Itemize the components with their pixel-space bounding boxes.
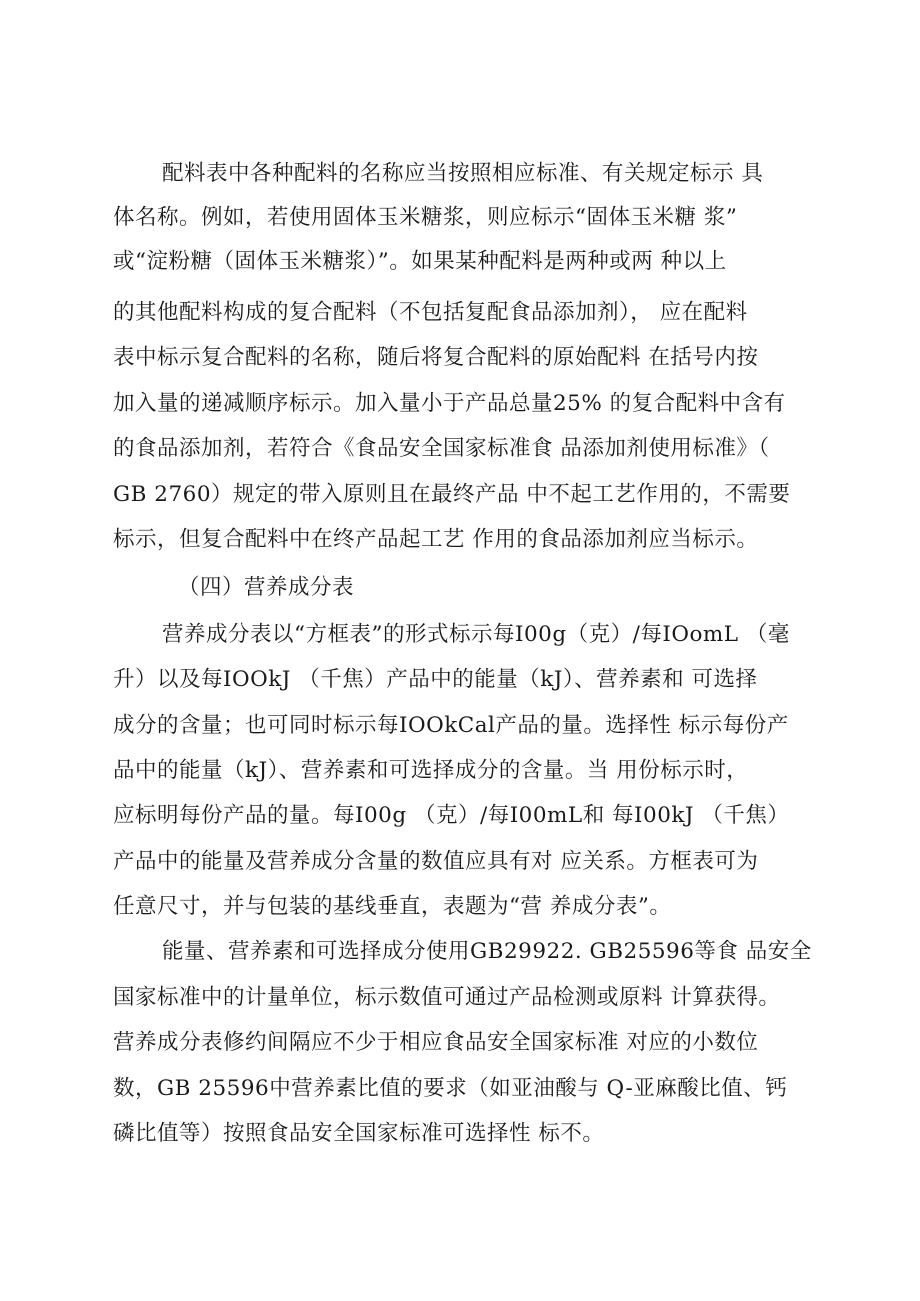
paragraph-1-line-2: 体名称。例如，若使用固体玉米糖浆，则应标示“固体玉米糖 浆” <box>113 205 738 230</box>
paragraph-1-line-9: 标示，但复合配料中在终产品起工艺 作用的食品添加剂应当标示。 <box>113 527 759 552</box>
paragraph-2-line-6: 产品中的能量及营养成分含量的数值应具有对 应关系。方框表可为 <box>113 849 759 874</box>
paragraph-3-line-1: 能量、营养素和可选择成分使用GB29922. GB25596等食 品安全 <box>162 939 812 964</box>
paragraph-2-line-2: 升）以及每IOOkJ （千焦）产品中的能量（kJ）、营养素和 可选择 <box>113 667 758 692</box>
paragraph-1-line-5: 表中标示复合配料的名称，随后将复合配料的原始配料 在括号内按 <box>113 345 759 370</box>
paragraph-1-line-6: 加入量的递减顺序标示。加入量小于产品总量25% 的复合配料中含有 <box>113 391 786 416</box>
paragraph-2-line-5: 应标明每份产品的量。每I00g （克）/每I00mL和 每I00kJ （千焦） <box>113 803 790 828</box>
paragraph-1-line-7: 的食品添加剂，若符合《食品安全国家标准食 品添加剂使用标准》（ <box>113 436 770 461</box>
paragraph-1-line-1: 配料表中各种配料的名称应当按照相应标准、有关规定标示 具 <box>162 161 764 186</box>
section-heading-nutrition-table: （四）营养成分表 <box>178 575 355 600</box>
paragraph-3-line-5: 磷比值等）按照食品安全国家标准可选择性 标不。 <box>113 1121 605 1146</box>
paragraph-1-line-3: 或“淀粉糖（固体玉米糖浆）”。如果某种配料是两种或两 种以上 <box>113 249 727 274</box>
paragraph-3-line-2: 国家标准中的计量单位，标示数值可通过产品检测或原料 计算获得。 <box>113 985 781 1010</box>
paragraph-1-line-8: GB 2760）规定的带入原则且在最终产品 中不起工艺作用的，不需要 <box>113 482 791 507</box>
paragraph-2-line-7: 任意尺寸，并与包装的基线垂直，表题为“营 养成分表”。 <box>113 894 672 919</box>
paragraph-2-line-4: 品中的能量（kJ）、营养素和可选择成分的含量。当 用份标示时， <box>113 758 749 783</box>
paragraph-3-line-3: 营养成分表修约间隔应不少于相应食品安全国家标准 对应的小数位 <box>113 1030 759 1055</box>
paragraph-1-line-4: 的其他配料构成的复合配料（不包括复配食品添加剂）， 应在配料 <box>113 300 748 325</box>
paragraph-2-line-1: 营养成分表以“方框表”的形式标示每I00g（克）/每IOomL （毫 <box>162 622 790 647</box>
paragraph-3-line-4: 数，GB 25596中营养素比值的要求（如亚油酸与 Q-亚麻酸比值、钙 <box>113 1076 788 1101</box>
paragraph-2-line-3: 成分的含量；也可同时标示每IOOkCal产品的量。选择性 标示每份产 <box>113 713 789 738</box>
